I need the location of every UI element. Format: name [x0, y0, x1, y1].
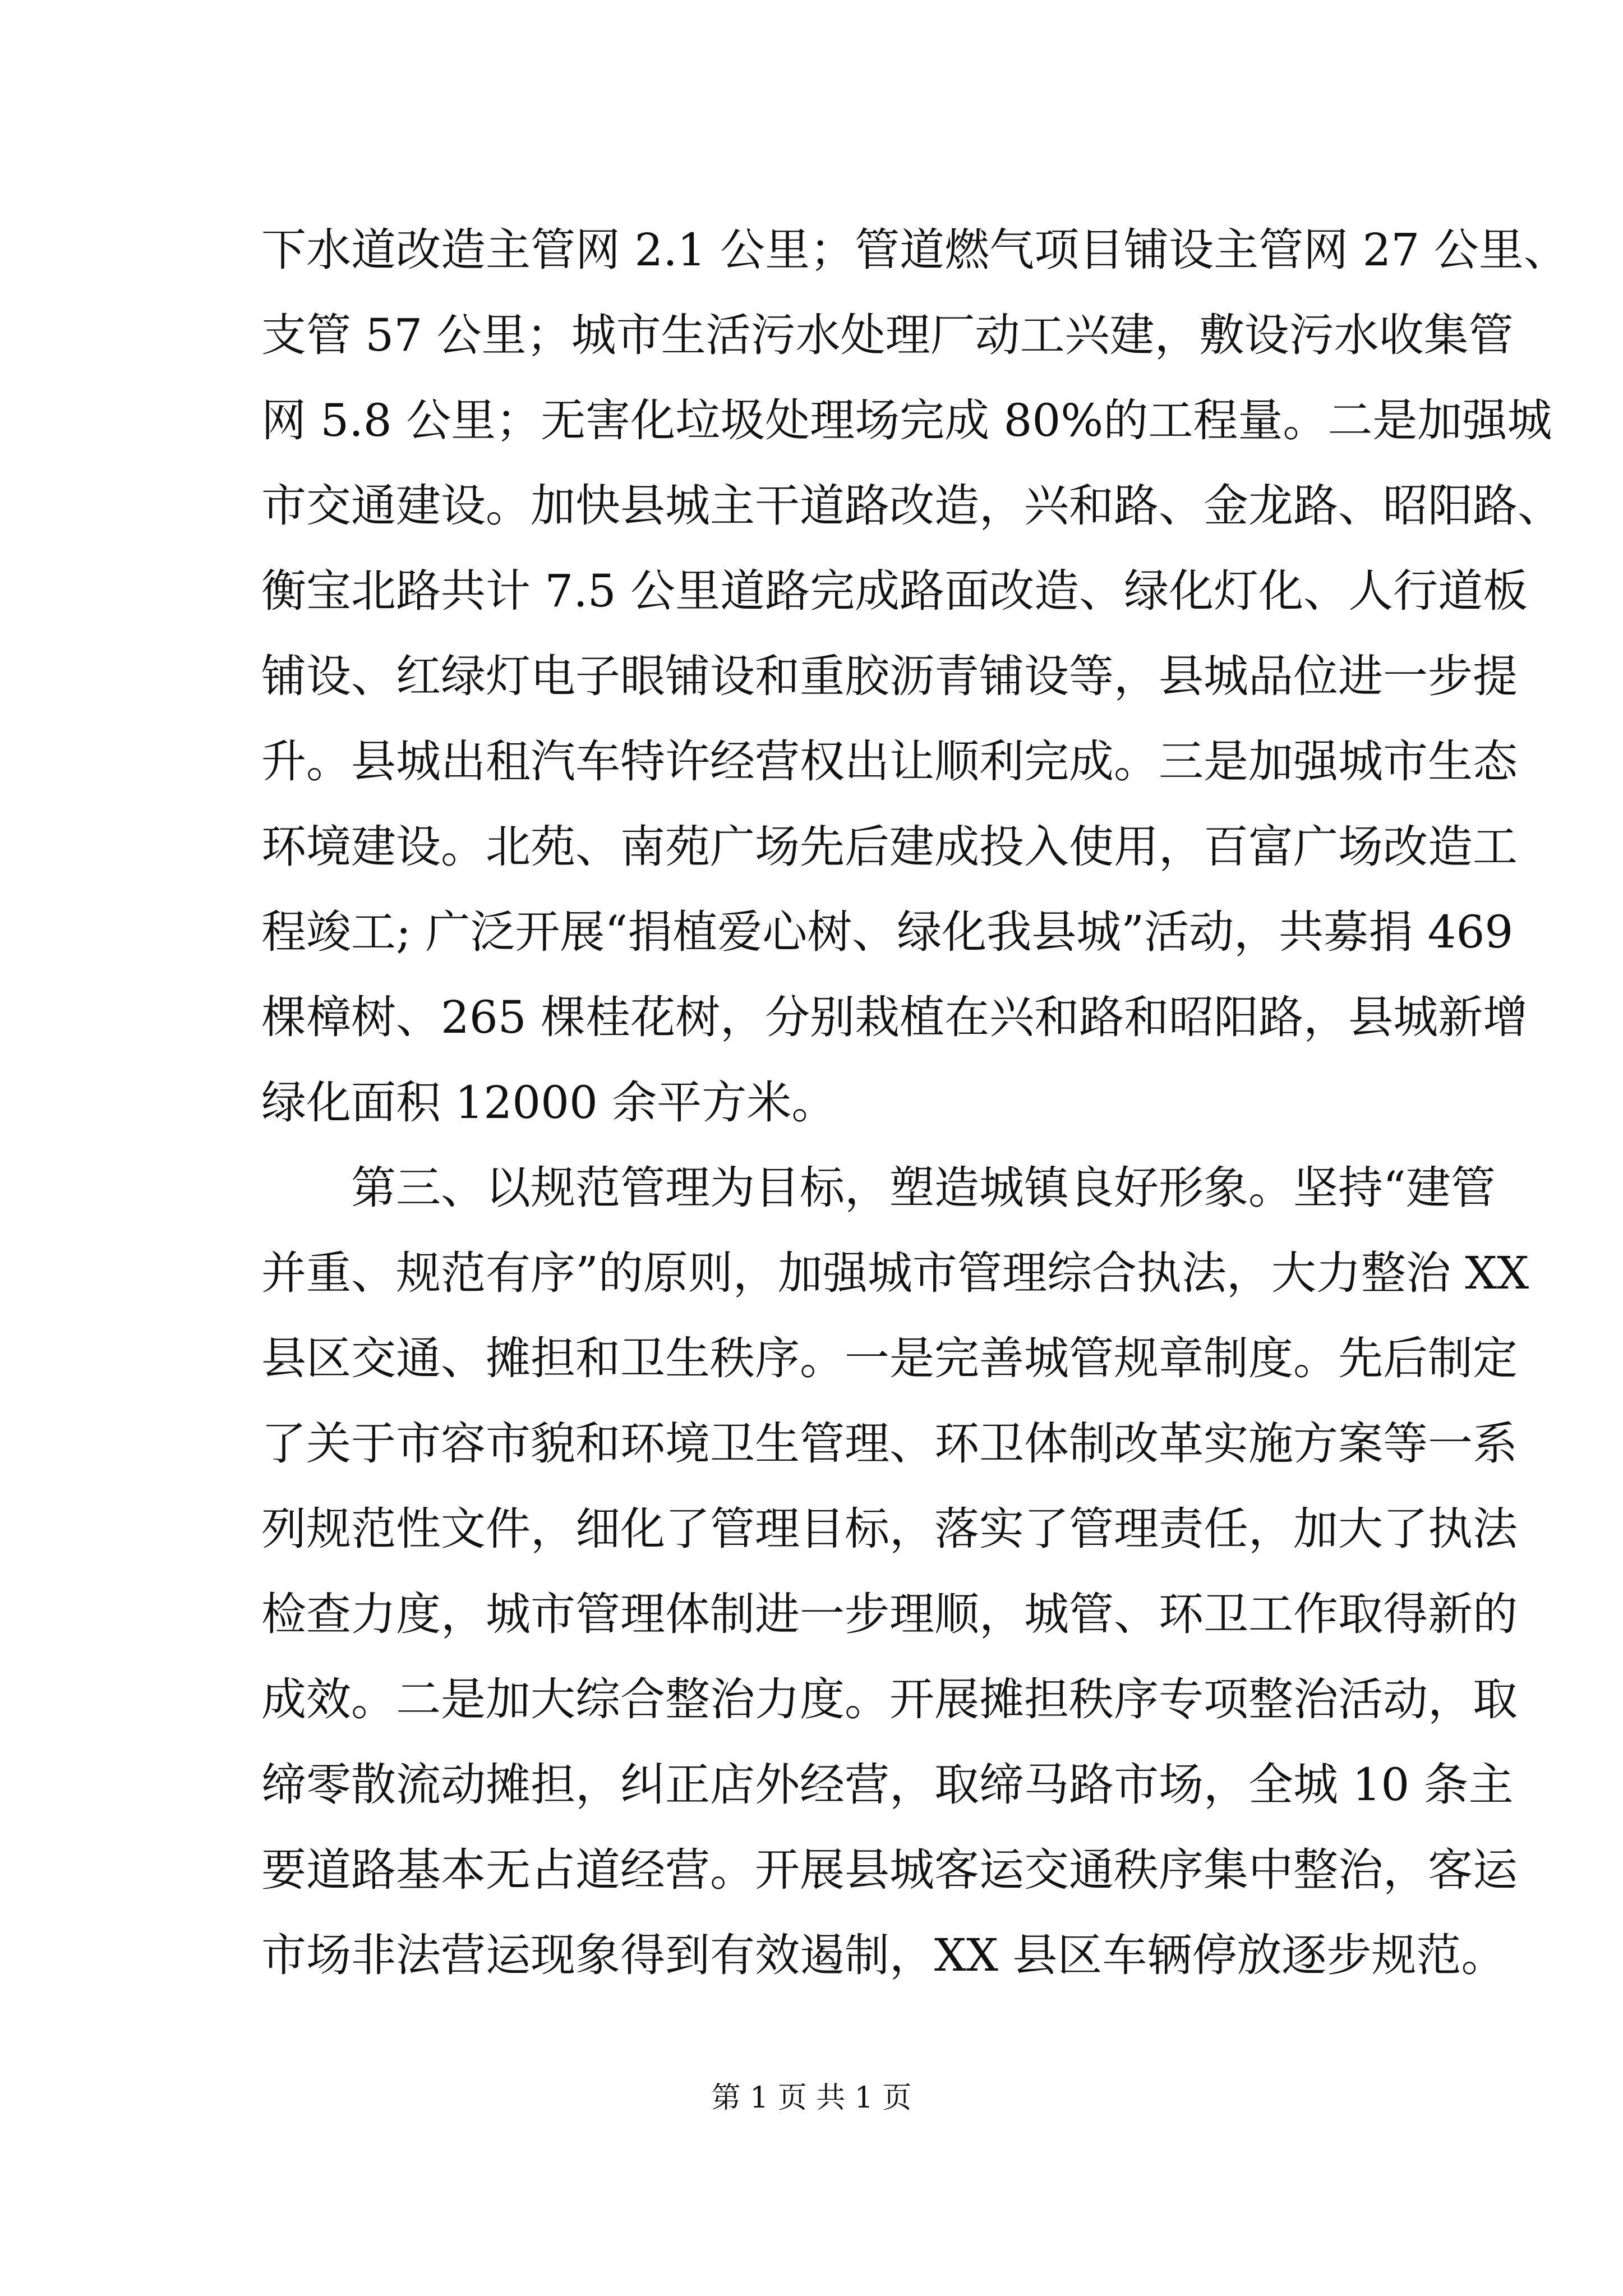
text-line: 了关于市容市貌和环境卫生管理、环卫体制改革实施方案等一系 [261, 1418, 1518, 1470]
text-line: 市交通建设。加快县城主干道路改造，兴和路、金龙路、昭阳路、 [261, 480, 1562, 532]
text-line: 并重、规范有序”的原则，加强城市管理综合执法，大力整治 XX [261, 1247, 1529, 1299]
text-line: 要道路基本无占道经营。开展县城客运交通秩序集中整治，客运 [261, 1844, 1518, 1896]
text-line: 衡宝北路共计 7.5 公里道路完成路面改造、绿化灯化、人行道板 [261, 565, 1528, 617]
paragraph-2 [261, 1145, 1529, 1998]
text-line: 支管 57 公里；城市生活污水处理厂动工兴建，敷设污水收集管 [261, 309, 1514, 361]
paragraph-1 [261, 208, 1569, 1145]
text-line: 程竣工; 广泛开展“捐植爱心树、绿化我县城”活动，共募捐 469 [261, 906, 1514, 958]
body-text [261, 208, 1569, 1998]
text-line: 第三、以规范管理为目标，塑造城镇良好形象。坚持“建管 [261, 1162, 1496, 1214]
text-line: 环境建设。北苑、南苑广场先后建成投入使用，百富广场改造工 [261, 821, 1518, 873]
text-line: 检查力度，城市管理体制进一步理顺，城管、环卫工作取得新的 [261, 1588, 1518, 1640]
text-line: 列规范性文件，细化了管理目标，落实了管理责任，加大了执法 [261, 1503, 1518, 1555]
text-line: 下水道改造主管网 2.1 公里；管道燃气项目铺设主管网 27 公里、 [261, 224, 1569, 276]
text-line: 铺设、红绿灯电子眼铺设和重胶沥青铺设等，县城品位进一步提 [261, 650, 1518, 702]
text-line: 绿化面积 12000 余平方米。 [261, 1076, 837, 1129]
text-line: 市场非法营运现象得到有效遏制，XX 县区车辆停放逐步规范。 [261, 1929, 1506, 1981]
page-footer: 第 1 页 共 1 页 [711, 2081, 912, 2115]
text-line: 缔零散流动摊担，纠正店外经营，取缔马路市场，全城 10 条主 [261, 1759, 1514, 1811]
text-line: 升。县城出租汽车特许经营权出让顺利完成。三是加强城市生态 [261, 735, 1518, 788]
text-line: 县区交通、摊担和卫生秩序。一是完善城管规章制度。先后制定 [261, 1332, 1518, 1384]
text-line: 成效。二是加大综合整治力度。开展摊担秩序专项整治活动，取 [261, 1673, 1518, 1726]
text-line: 网 5.8 公里；无害化垃圾处理场完成 80%的工程量。二是加强城 [261, 394, 1552, 447]
text-line: 棵樟树、265 棵桂花树，分别栽植在兴和路和昭阳路，县城新增 [261, 991, 1528, 1043]
